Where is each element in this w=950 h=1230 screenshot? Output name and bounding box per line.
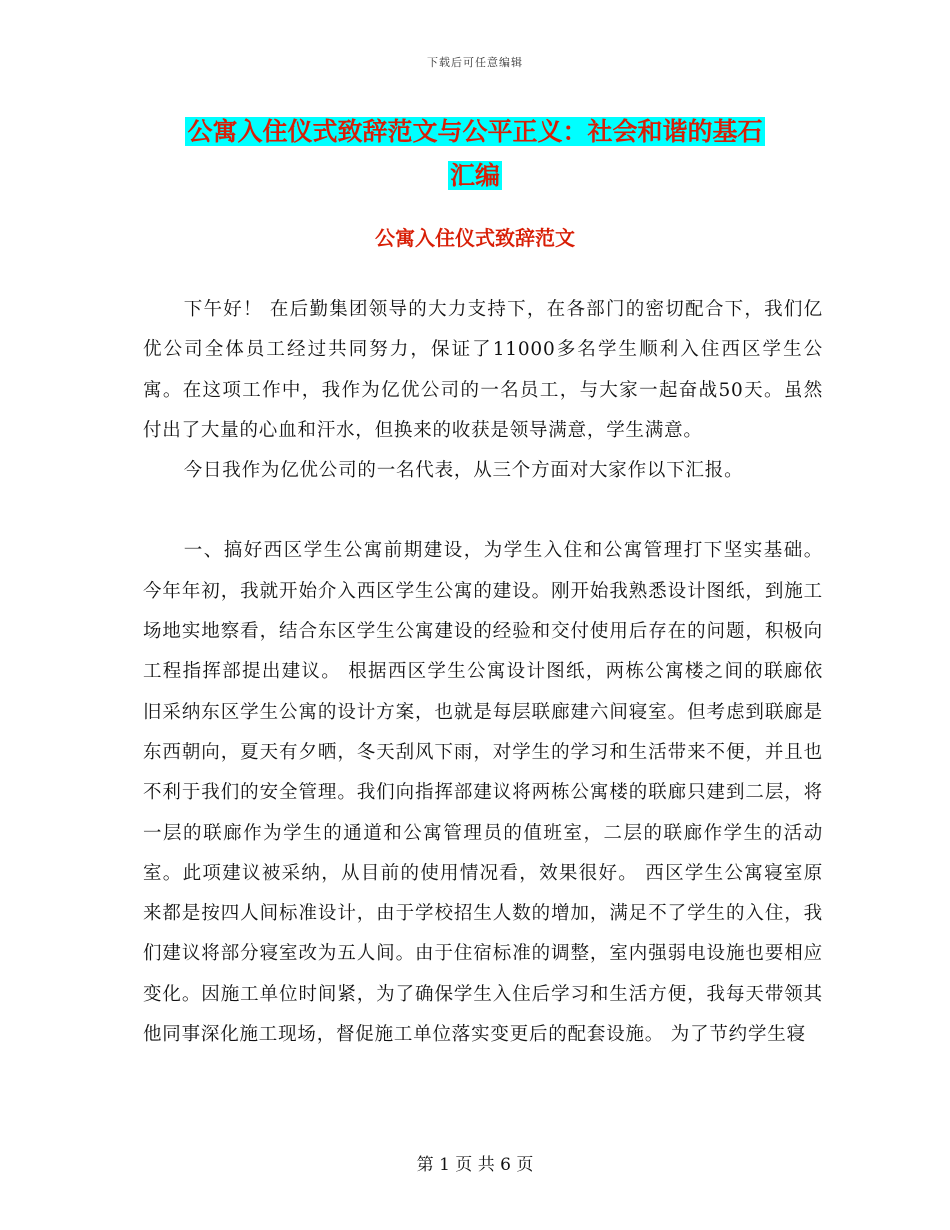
section-heading: 公寓入住仪式致辞范文 bbox=[375, 226, 575, 250]
page-header-note: 下载后可任意编辑 bbox=[427, 56, 523, 69]
body-paragraph: 下午好！ 在后勤集团领导的大力支持下，在各部门的密切配合下，我们亿优公司全体员工经过共同努力，保证了11000多名学生顺利入住西区学生公寓。在这项工作中，我作为亿优公司的一名员工，与大家一起奋战50天。虽然付出了大量的心血和汗水，但换来的收获是领导满意，学生满意。 bbox=[143, 299, 823, 441]
document-title bbox=[0, 110, 950, 198]
document-title-line-1: 公寓入住仪式致辞范文与公平正义：社会和谐的基石 bbox=[187, 117, 763, 146]
document-title-line-2: 汇编 bbox=[449, 161, 500, 190]
body-paragraph: 今日我作为亿优公司的一名代表，从三个方面对大家作以下汇报。 bbox=[183, 460, 744, 482]
document-body bbox=[143, 290, 823, 1055]
page-number-footer: 第 1 页 共 6 页 bbox=[416, 1155, 534, 1175]
body-paragraph: 一、搞好西区学生公寓前期建设，为学生入住和公寓管理打下坚实基础。 今年年初，我就开始介入西区学生公寓的建设。刚开始我熟悉设计图纸，到施工场地实地察看，结合东区学生公寓建设的经验和交付使用后存在的问题，积极向工程指挥部提出建议。 根据西区学生公寓设计图纸，两栋公寓楼之间的联廊依旧采纳东区学生公寓的设计方案，也就是每层联廊建六间寝室。但考虑到联廊是东西朝向，夏天有夕晒，冬天刮风下雨，对学生的学习和生活带来不便，并且也不利于我们的安全管理。我们向指挥部建议将两栋公寓楼的联廊只建到二层，将一层的联廊作为学生的通道和公寓管理员的值班室，二层的联廊作学生的活动室。此项建议被采纳，从目前的使用情况看，效果很好。 西区学生公寓寝室原来都是按四人间标准设计，由于学校招生人数的增加，满足不了学生的入住，我们建议将部分寝室改为五人间。由于住宿标准的调整，室内强弱电设施也要相应变化。因施工单位时间紧，为了确保学生入住后学习和生活方便，我每天带领其他同事深化施工现场，督促施工单位落实变更后的配套设施。 为了节约学生寝 bbox=[143, 540, 823, 1046]
